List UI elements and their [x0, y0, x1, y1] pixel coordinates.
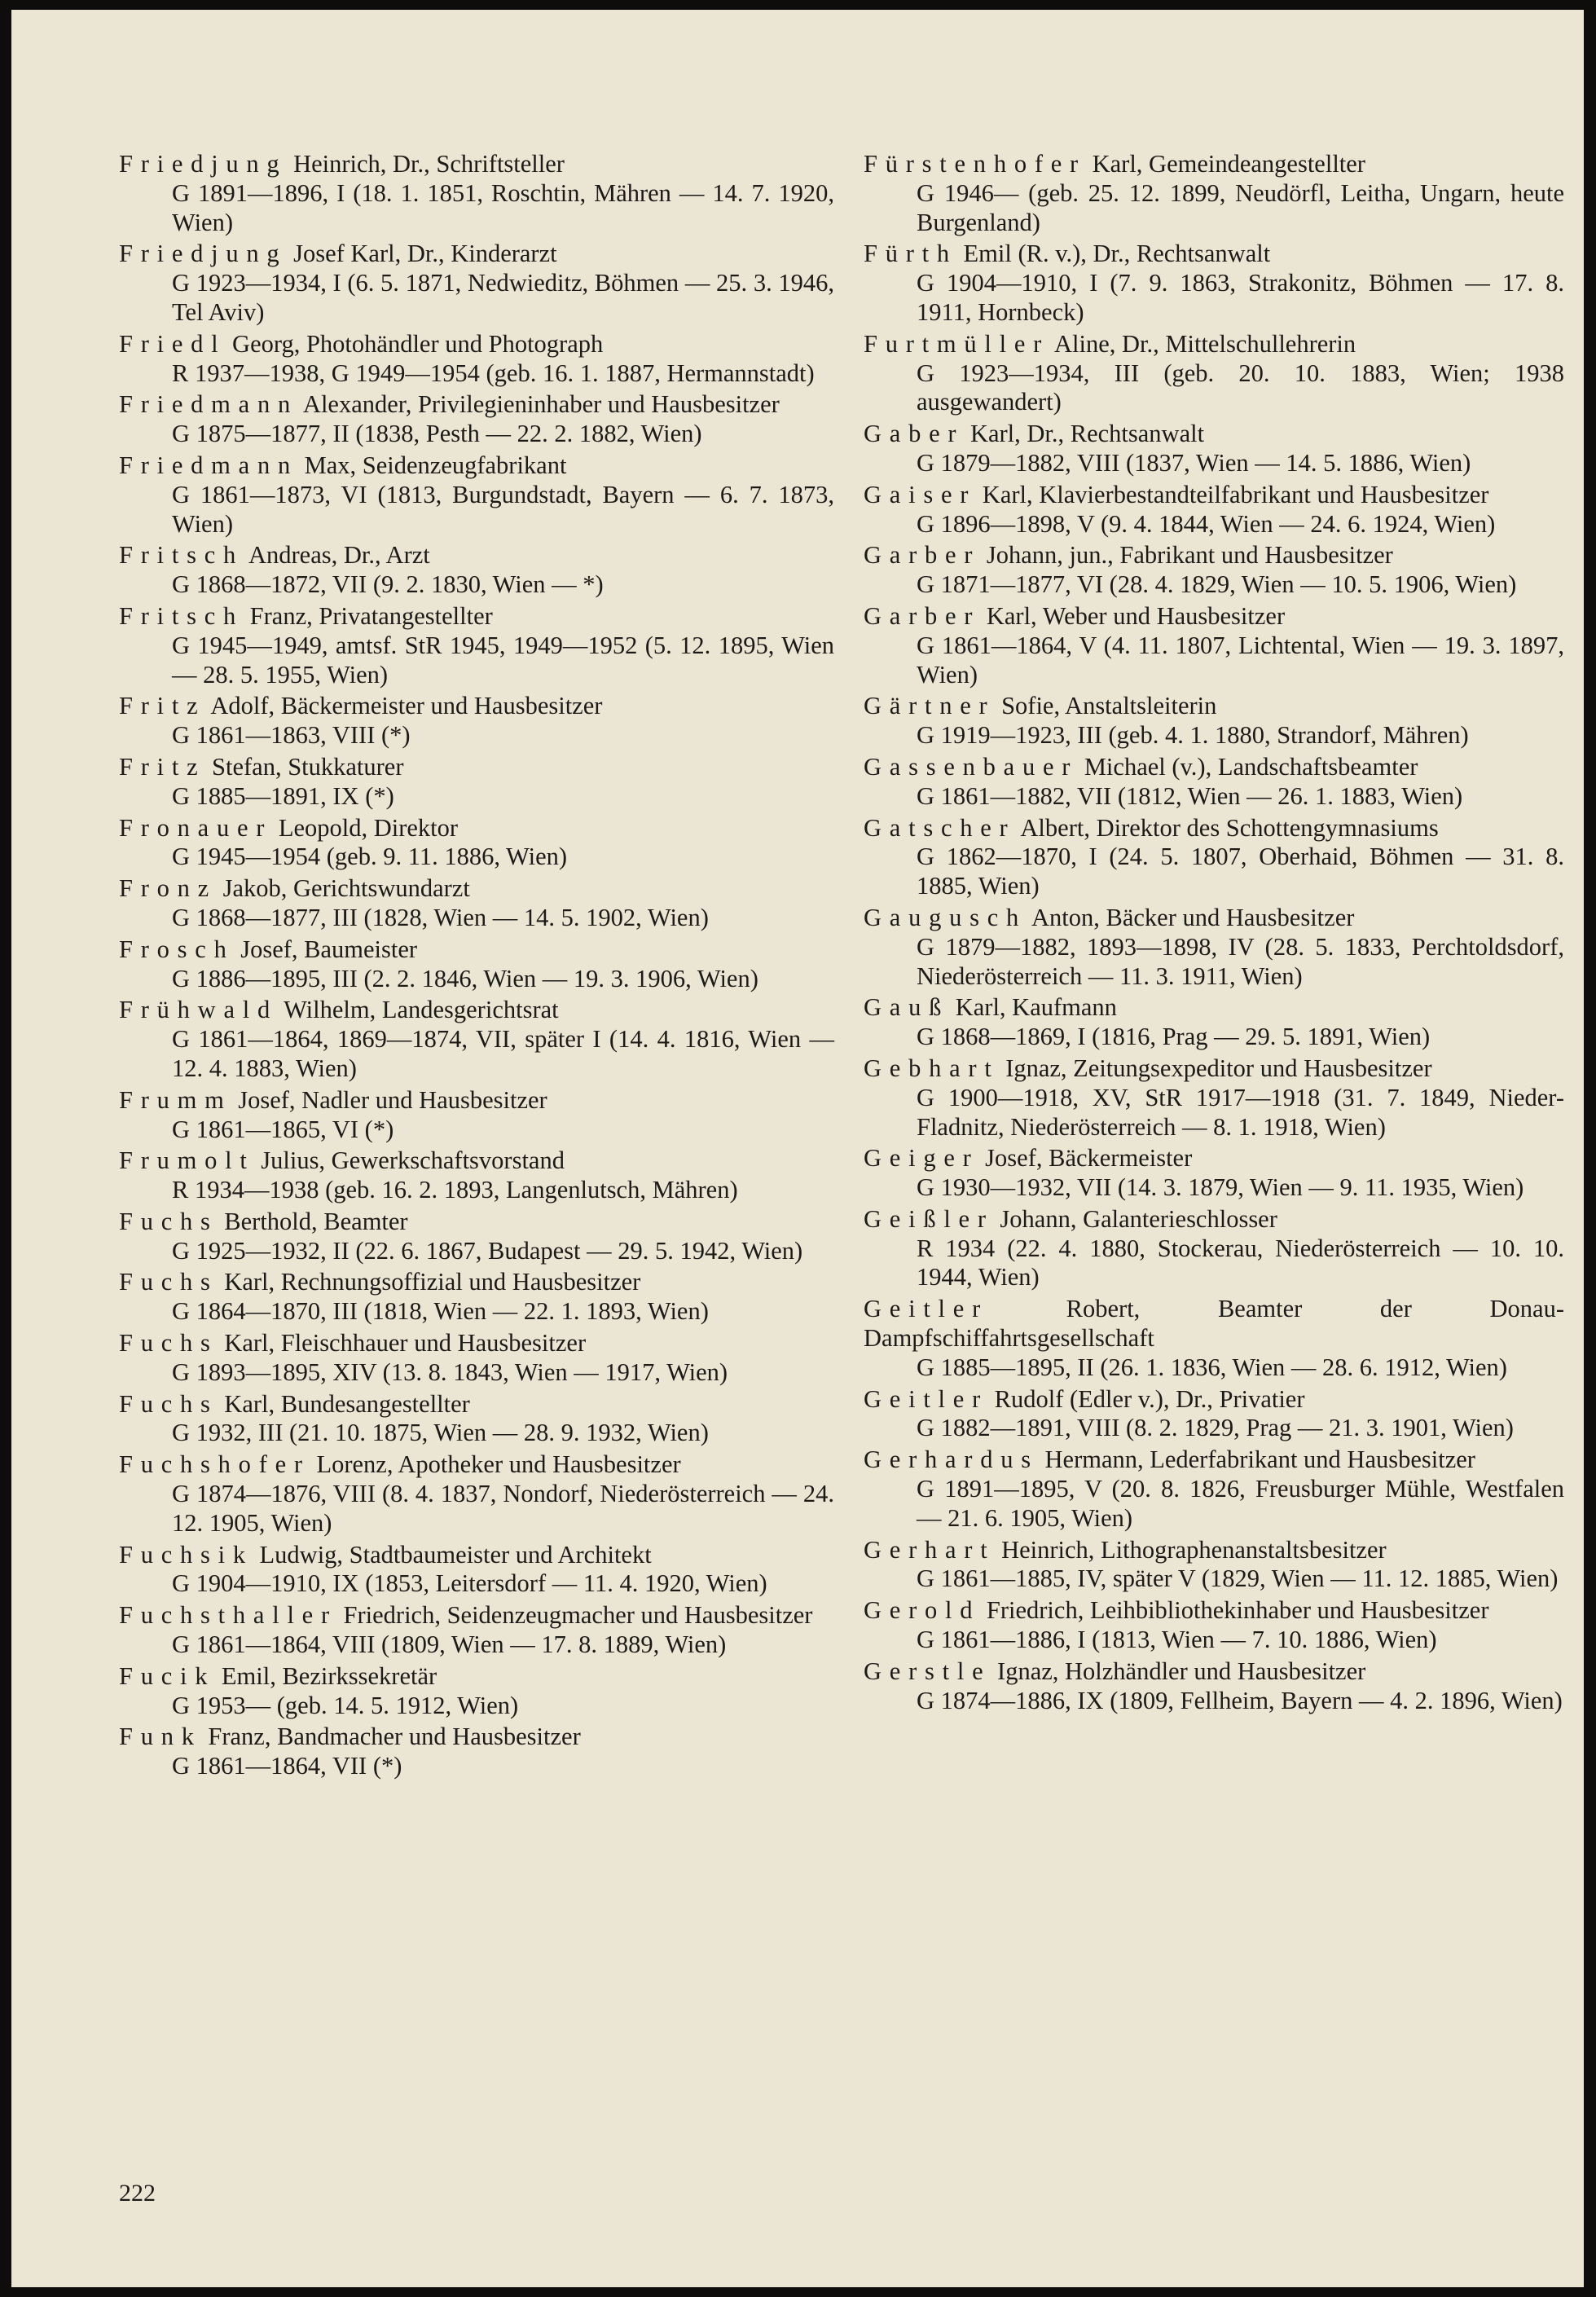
register-entry [864, 481, 1564, 539]
entry-heading [119, 330, 834, 359]
register-entry [119, 1329, 834, 1388]
entry-heading [119, 240, 834, 269]
entry-heading [864, 602, 1564, 631]
entry-surname: Furtmüller [864, 329, 1050, 358]
entry-details: G 1868—1869, I (1816, Prag — 29. 5. 1891, Wien) [917, 1023, 1431, 1051]
entry-heading [864, 1657, 1564, 1687]
entry-name-and-profession: Karl, Dr., Rechtsanwalt [964, 420, 1205, 448]
entry-details: G 1946— (geb. 25. 12. 1899, Neudörfl, Leitha, Ungarn, heute Burgenland) [917, 178, 1564, 236]
entry-heading [119, 1208, 834, 1237]
entry-heading [864, 692, 1564, 721]
entry-surname: Fritz [119, 752, 206, 781]
entry-details: G 1879—1882, VIII (1837, Wien — 14. 5. 1886, Wien) [917, 448, 1471, 477]
entry-surname: Fronz [119, 874, 217, 903]
entry-details: G 1862—1870, I (24. 5. 1807, Oberhaid, Böhmen — 31. 8. 1885, Wien) [917, 843, 1564, 900]
entry-heading [864, 1446, 1564, 1475]
entry-details: G 1932, III (21. 10. 1875, Wien — 28. 9. 1932, Wien) [172, 1419, 709, 1447]
entry-details: G 1925—1932, II (22. 6. 1867, Budapest — 29. 5. 1942, Wien) [172, 1236, 803, 1265]
entry-heading [119, 1086, 834, 1115]
entry-heading [864, 541, 1564, 570]
register-entry [864, 1385, 1564, 1444]
entry-surname: Fuchshofer [119, 1450, 310, 1479]
register-entry [119, 996, 834, 1083]
entry-name-and-profession: Ignaz, Holzhändler und Hausbesitzer [991, 1657, 1366, 1685]
entry-surname: Fritsch [119, 541, 244, 570]
entry-heading [864, 904, 1564, 933]
entry-surname: Friedjung [119, 150, 288, 178]
entry-heading [864, 1385, 1564, 1415]
entry-surname: Fuchs [119, 1329, 218, 1358]
entry-surname: Friedmann [119, 451, 298, 479]
register-entry [119, 1146, 834, 1205]
entry-surname: Fuchs [119, 1268, 218, 1296]
entry-heading [119, 390, 834, 420]
register-entry [119, 874, 834, 933]
entry-details: G 1861—1865, VI (*) [172, 1115, 394, 1143]
entry-details: R 1934 (22. 4. 1880, Stockerau, Niederösterreich — 10. 10. 1944, Wien) [917, 1234, 1564, 1292]
entry-details: G 1861—1864, VII (*) [172, 1752, 402, 1780]
register-entry [864, 1596, 1564, 1655]
register-entry [119, 150, 834, 237]
entry-name-and-profession: Robert, Beamter der Donau-Dampfschiffahrtsgesellschaft [864, 1295, 1564, 1353]
page-number: 222 [119, 2180, 156, 2207]
entry-details: G 1945—1949, amtsf. StR 1945, 1949—1952 (5. 12. 1895, Wien — 28. 5. 1955, Wien) [172, 631, 834, 689]
entry-details: G 1879—1882, 1893—1898, IV (28. 5. 1833, Perchtoldsdorf, Niederösterreich — 11. 3. 1911, Wien) [917, 932, 1564, 990]
entry-heading [119, 1146, 834, 1176]
register-entry [864, 814, 1564, 901]
entry-surname: Gärtner [864, 692, 996, 720]
entry-heading [119, 935, 834, 965]
entry-surname: Geiger [864, 1144, 979, 1173]
entry-heading [864, 150, 1564, 179]
register-entry [864, 240, 1564, 327]
entry-surname: Fritz [119, 692, 206, 720]
entry-details: G 1900—1918, XV, StR 1917—1918 (31. 7. 1849, Nieder-Fladnitz, Niederösterreich — 8. 1. 1918, Wien) [917, 1083, 1564, 1141]
entry-name-and-profession: Sofie, Anstaltsleiterin [995, 692, 1217, 720]
register-entry [119, 935, 834, 994]
entry-name-and-profession: Jakob, Gerichtswundarzt [216, 874, 470, 903]
register-entry [119, 1450, 834, 1538]
entry-surname: Gerold [864, 1596, 981, 1625]
entry-details: G 1875—1877, II (1838, Pesth — 22. 2. 1882, Wien) [172, 420, 702, 448]
entry-name-and-profession: Georg, Photohändler und Photograph [226, 329, 604, 358]
register-entry [119, 1390, 834, 1449]
register-entry [119, 1662, 834, 1721]
register-entry [864, 420, 1564, 478]
register-entry [864, 330, 1564, 417]
entry-details: R 1937—1938, G 1949—1954 (geb. 16. 1. 1887, Hermannstadt) [172, 359, 815, 387]
entry-details: G 1930—1932, VII (14. 3. 1879, Wien — 9. 11. 1935, Wien) [917, 1173, 1524, 1202]
register-entry [864, 150, 1564, 237]
entry-surname: Fuchs [119, 1389, 218, 1418]
entry-heading [119, 814, 834, 843]
entry-heading [119, 1601, 834, 1630]
register-entry [119, 1208, 834, 1266]
register-entry [119, 692, 834, 750]
entry-details: G 1868—1872, VII (9. 2. 1830, Wien — *) [172, 570, 604, 599]
entry-details: G 1923—1934, III (geb. 20. 10. 1883, Wien; 1938 ausgewandert) [917, 359, 1564, 416]
entry-name-and-profession: Karl, Bundesangestellter [218, 1389, 470, 1418]
entry-details: G 1871—1877, VI (28. 4. 1829, Wien — 10. 5. 1906, Wien) [917, 570, 1517, 599]
register-entry [119, 814, 834, 873]
entry-heading [119, 1450, 834, 1480]
register-entry [864, 1657, 1564, 1716]
entry-details: G 1891—1896, I (18. 1. 1851, Roschtin, Mähren — 14. 7. 1920, Wien) [172, 178, 834, 236]
register-entry [864, 1295, 1564, 1382]
entry-details: G 1864—1870, III (1818, Wien — 22. 1. 1893, Wien) [172, 1297, 709, 1326]
register-entry [119, 1723, 834, 1781]
entry-name-and-profession: Heinrich, Lithographenanstaltsbesitzer [995, 1535, 1387, 1564]
entry-heading [119, 1723, 834, 1752]
entry-name-and-profession: Karl, Gemeindeangestellter [1085, 150, 1365, 178]
entry-details: G 1861—1885, IV, später V (1829, Wien — 11. 12. 1885, Wien) [917, 1564, 1559, 1593]
entry-name-and-profession: Karl, Fleischhauer und Hausbesitzer [218, 1329, 587, 1358]
entry-heading [864, 1596, 1564, 1626]
register-entry [119, 1268, 834, 1327]
entry-heading [119, 1268, 834, 1297]
entry-surname: Gaber [864, 420, 965, 448]
entry-name-and-profession: Emil, Bezirkssekretär [215, 1661, 437, 1690]
register-entry [864, 602, 1564, 689]
register-entry [864, 1144, 1564, 1203]
entry-heading [119, 1662, 834, 1692]
entry-surname: Fronauer [119, 813, 273, 842]
entry-details: G 1885—1891, IX (*) [172, 781, 394, 810]
entry-details: G 1904—1910, I (7. 9. 1863, Strakonitz, Böhmen — 17. 8. 1911, Hornbeck) [917, 269, 1564, 326]
entry-surname: Garber [864, 541, 981, 570]
entry-heading [119, 1329, 834, 1358]
entry-heading [119, 451, 834, 481]
entry-details: G 1896—1898, V (9. 4. 1844, Wien — 24. 6. 1924, Wien) [917, 509, 1496, 538]
entry-details: G 1861—1864, 1869—1874, VII, später I (14. 4. 1816, Wien — 12. 4. 1883, Wien) [172, 1025, 834, 1082]
register-entry [119, 330, 834, 389]
entry-details: G 1861—1873, VI (1813, Burgundstadt, Bayern — 6. 7. 1873, Wien) [172, 480, 834, 538]
entry-heading [119, 541, 834, 570]
register-entry [119, 240, 834, 327]
entry-name-and-profession: Leopold, Direktor [272, 813, 459, 842]
entry-heading [864, 481, 1564, 510]
entry-details: G 1953— (geb. 14. 5. 1912, Wien) [172, 1691, 519, 1719]
entry-surname: Fucik [119, 1661, 216, 1690]
entry-name-and-profession: Adolf, Bäckermeister und Hausbesitzer [205, 692, 603, 720]
register-entry [119, 602, 834, 689]
entry-name-and-profession: Aline, Dr., Mittelschullehrerin [1049, 329, 1356, 358]
entry-name-and-profession: Franz, Bandmacher und Hausbesitzer [201, 1723, 581, 1751]
entry-surname: Geitler [864, 1384, 988, 1413]
register-entry [864, 904, 1564, 991]
register-entry [864, 753, 1564, 812]
entry-name-and-profession: Alexander, Privilegieninhaber und Hausbesitzer [297, 390, 780, 419]
entry-details: G 1861—1864, VIII (1809, Wien — 17. 8. 1889, Wien) [172, 1630, 727, 1659]
entry-heading [119, 1541, 834, 1570]
register-entry [864, 541, 1564, 600]
entry-details: G 1868—1877, III (1828, Wien — 14. 5. 1902, Wien) [172, 903, 709, 931]
entry-surname: Fürth [864, 240, 957, 268]
entry-heading [864, 330, 1564, 359]
entry-surname: Funk [119, 1723, 202, 1751]
register-entry [119, 753, 834, 812]
entry-name-and-profession: Ignaz, Zeitungsexpeditor und Hausbesitzer [999, 1054, 1432, 1082]
entry-details: G 1874—1886, IX (1809, Fellheim, Bayern — 4. 2. 1896, Wien) [917, 1686, 1563, 1714]
register-entry [119, 390, 834, 449]
entry-name-and-profession: Michael (v.), Landschaftsbeamter [1078, 752, 1418, 781]
right-column [864, 150, 1564, 1718]
entry-surname: Frumolt [119, 1146, 255, 1175]
register-entry [119, 541, 834, 600]
entry-heading [119, 602, 834, 631]
entry-name-and-profession: Karl, Weber und Hausbesitzer [980, 601, 1286, 630]
entry-surname: Gatscher [864, 813, 1016, 842]
register-page [11, 10, 1584, 2287]
entry-name-and-profession: Andreas, Dr., Arzt [244, 541, 430, 570]
entry-details: G 1861—1882, VII (1812, Wien — 26. 1. 1883, Wien) [917, 781, 1463, 810]
entry-details: R 1934—1938 (geb. 16. 2. 1893, Langenlutsch, Mähren) [172, 1176, 738, 1204]
entry-surname: Gauß [864, 993, 950, 1022]
register-entry [864, 692, 1564, 750]
entry-details: G 1904—1910, IX (1853, Leitersdorf — 11. 4. 1920, Wien) [172, 1569, 767, 1598]
entry-name-and-profession: Ludwig, Stadtbaumeister und Architekt [253, 1540, 652, 1569]
entry-details: G 1861—1863, VIII (*) [172, 721, 411, 750]
entry-name-and-profession: Karl, Klavierbestandteilfabrikant und Hausbesitzer [976, 480, 1489, 508]
entry-surname: Gebhart [864, 1054, 1000, 1082]
entry-heading [864, 1144, 1564, 1173]
register-entry [864, 1205, 1564, 1292]
register-entry [119, 1086, 834, 1145]
entry-surname: Fuchsthaller [119, 1601, 337, 1630]
entry-name-and-profession: Wilhelm, Landesgerichtsrat [278, 996, 559, 1024]
register-entry [119, 1601, 834, 1660]
entry-name-and-profession: Franz, Privatangestellter [244, 601, 493, 630]
entry-name-and-profession: Karl, Kaufmann [949, 993, 1117, 1022]
entry-name-and-profession: Josef, Bäckermeister [978, 1144, 1193, 1173]
entry-name-and-profession: Anton, Bäcker und Hausbesitzer [1027, 903, 1355, 931]
entry-heading [864, 1054, 1564, 1084]
entry-details: G 1945—1954 (geb. 9. 11. 1886, Wien) [172, 843, 568, 871]
entry-name-and-profession: Johann, Galanterieschlosser [993, 1204, 1277, 1233]
entry-heading [119, 150, 834, 179]
entry-heading [864, 993, 1564, 1023]
entry-surname: Frosch [119, 935, 235, 963]
entry-heading [864, 1295, 1564, 1353]
entry-details: G 1886—1895, III (2. 2. 1846, Wien — 19. 3. 1906, Wien) [172, 964, 758, 992]
entry-heading [864, 240, 1564, 269]
entry-details: G 1861—1886, I (1813, Wien — 7. 10. 1886, Wien) [917, 1626, 1437, 1654]
entry-heading [864, 1205, 1564, 1234]
entry-details: G 1893—1895, XIV (13. 8. 1843, Wien — 1917, Wien) [172, 1358, 728, 1386]
entry-heading [119, 874, 834, 904]
entry-heading [864, 1536, 1564, 1565]
entry-name-and-profession: Max, Seidenzeugfabrikant [297, 451, 567, 479]
entry-heading [119, 753, 834, 782]
register-entry [864, 993, 1564, 1052]
entry-name-and-profession: Rudolf (Edler v.), Dr., Privatier [988, 1384, 1305, 1413]
entry-surname: Fuchsik [119, 1540, 253, 1569]
entry-surname: Friedmann [119, 390, 298, 419]
entry-details: G 1885—1895, II (26. 1. 1836, Wien — 28. 6. 1912, Wien) [917, 1353, 1507, 1381]
entry-surname: Frühwald [119, 996, 278, 1024]
entry-name-and-profession: Lorenz, Apotheker und Hausbesitzer [310, 1450, 681, 1479]
entry-details: G 1919—1923, III (geb. 4. 1. 1880, Strandorf, Mähren) [917, 721, 1469, 750]
entry-name-and-profession: Josef, Baumeister [234, 935, 418, 963]
entry-name-and-profession: Johann, jun., Fabrikant und Hausbesitzer [980, 541, 1393, 570]
register-entry [864, 1536, 1564, 1595]
register-entry [119, 451, 834, 539]
entry-name-and-profession: Josef, Nadler und Hausbesitzer [231, 1085, 547, 1114]
entry-surname: Frumm [119, 1085, 232, 1114]
entry-name-and-profession: Friedrich, Seidenzeugmacher und Hausbesitzer [336, 1601, 813, 1630]
entry-name-and-profession: Stefan, Stukkaturer [205, 752, 404, 781]
entry-heading [864, 420, 1564, 449]
entry-name-and-profession: Heinrich, Dr., Schriftsteller [287, 150, 565, 178]
entry-surname: Gaiser [864, 480, 977, 508]
entry-heading [864, 814, 1564, 843]
entry-name-and-profession: Hermann, Lederfabrikant und Hausbesitzer [1038, 1446, 1475, 1474]
entry-surname: Gerhardus [864, 1446, 1039, 1474]
entry-surname: Fritsch [119, 601, 244, 630]
entry-heading [119, 1390, 834, 1419]
register-entry [864, 1054, 1564, 1142]
register-entry [119, 1541, 834, 1600]
entry-surname: Gerstle [864, 1657, 991, 1685]
entry-details: G 1861—1864, V (4. 11. 1807, Lichtental, Wien — 19. 3. 1897, Wien) [917, 631, 1564, 689]
entry-surname: Garber [864, 601, 981, 630]
entry-heading [119, 996, 834, 1025]
entry-surname: Friedl [119, 329, 226, 358]
entry-details: G 1882—1891, VIII (8. 2. 1829, Prag — 21. 3. 1901, Wien) [917, 1414, 1514, 1442]
entry-surname: Gaugusch [864, 903, 1027, 931]
entry-name-and-profession: Albert, Direktor des Schottengymnasiums [1015, 813, 1439, 842]
register-entry [864, 1446, 1564, 1533]
entry-name-and-profession: Julius, Gewerkschaftsvorstand [254, 1146, 565, 1175]
entry-heading [119, 692, 834, 721]
entry-surname: Gassenbauer [864, 752, 1079, 781]
entry-name-and-profession: Emil (R. v.), Dr., Rechtsanwalt [956, 240, 1271, 268]
entry-details: G 1874—1876, VIII (8. 4. 1837, Nondorf, Niederösterreich — 24. 12. 1905, Wien) [172, 1480, 834, 1537]
entry-heading [864, 753, 1564, 782]
entry-name-and-profession: Karl, Rechnungsoffizial und Hausbesitzer [218, 1268, 641, 1296]
entry-surname: Geißler [864, 1204, 994, 1233]
left-column [119, 150, 834, 1784]
entry-details: G 1891—1895, V (20. 8. 1826, Freusburger Mühle, Westfalen — 21. 6. 1905, Wien) [917, 1475, 1564, 1532]
entry-name-and-profession: Berthold, Beamter [218, 1207, 408, 1235]
entry-surname: Friedjung [119, 240, 288, 268]
entry-surname: Gerhart [864, 1535, 996, 1564]
entry-surname: Geitler [864, 1295, 988, 1323]
entry-name-and-profession: Friedrich, Leihbibliothekinhaber und Hausbesitzer [980, 1596, 1489, 1625]
entry-surname: Fuchs [119, 1207, 218, 1235]
entry-details: G 1923—1934, I (6. 5. 1871, Nedwieditz, Böhmen — 25. 3. 1946, Tel Aviv) [172, 269, 834, 326]
entry-name-and-profession: Josef Karl, Dr., Kinderarzt [287, 240, 557, 268]
entry-surname: Fürstenhofer [864, 150, 1086, 178]
